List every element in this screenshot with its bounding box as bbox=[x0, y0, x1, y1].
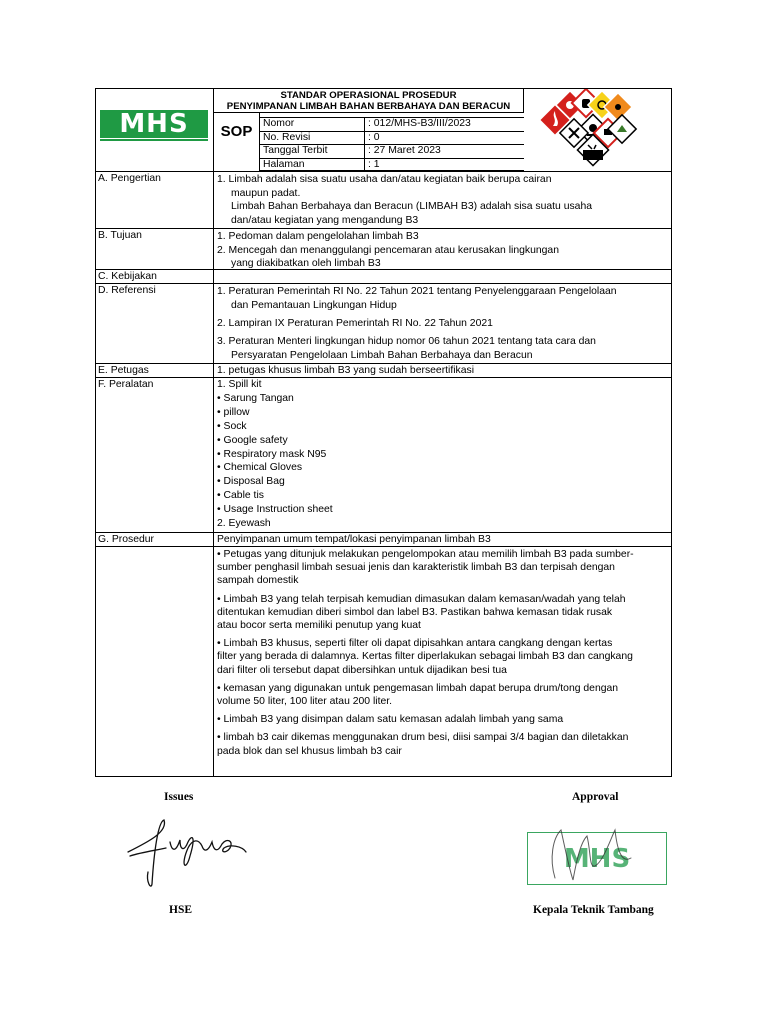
meta-value: : 27 Maret 2023 bbox=[368, 145, 441, 156]
content-line: 1. petugas khusus limbah B3 yang sudah berseertifikasi bbox=[217, 365, 475, 376]
document-meta bbox=[260, 117, 524, 171]
meta-value: : 012/MHS-B3/III/2023 bbox=[368, 118, 471, 129]
section-label: D. Referensi bbox=[98, 285, 156, 296]
title-line-2: PENYIMPANAN LIMBAH BAHAN BERBAHAYA DAN BERACUN bbox=[226, 101, 511, 112]
section-content bbox=[216, 229, 671, 272]
content-line: Persyaratan Pengelolaan Limbah Bahan Berbahaya dan Beracun bbox=[231, 350, 533, 361]
content-line: volume 50 liter, 100 liter atau 200 liter. bbox=[217, 696, 393, 708]
content-line: Limbah Bahan Berbahaya dan Beracun (LIMBAH B3) adalah sisa suatu usaha bbox=[231, 201, 593, 213]
content-line: dari filter oli tersebut dapat dibersihkan untuk dijadikan besi tua bbox=[217, 664, 507, 676]
section-content bbox=[216, 378, 671, 532]
equipment-item: • Cable tis bbox=[217, 490, 264, 502]
meta-key: No. Revisi bbox=[263, 131, 311, 143]
content-line: filter yang berada di dalamnya. Kertas filter diperlakukan sebagai limbah B3 dan cangkang bbox=[217, 651, 633, 663]
content-line: 2. Lampiran IX Peraturan Pemerintah RI No. 22 Tahun 2021 bbox=[217, 318, 493, 329]
meta-value: : 0 bbox=[368, 131, 380, 143]
issuer-signature bbox=[118, 812, 250, 892]
section-pengertian bbox=[96, 172, 671, 229]
section-kebijakan bbox=[96, 270, 671, 284]
content-line: • limbah b3 cair dikemas menggunakan drum besi, diisi sampai 3/4 bagian dan diletakkan bbox=[217, 732, 629, 744]
section-label: B. Tujuan bbox=[98, 230, 142, 241]
procedure-step bbox=[217, 593, 669, 633]
procedure-step bbox=[217, 731, 669, 757]
content-line: • Limbah B3 khusus, seperti filter oli dapat dipisahkan antara cangkang dengan kertas bbox=[217, 638, 613, 650]
section-label: F. Peralatan bbox=[98, 379, 154, 390]
content-line: • Petugas yang ditunjuk melakukan pengelompokan atau memilih limbah B3 pada sumber- bbox=[217, 549, 634, 560]
sop-header bbox=[95, 88, 672, 172]
content-line: dan Pemantauan Lingkungan Hidup bbox=[231, 300, 397, 311]
equipment-item: • Chemical Gloves bbox=[217, 462, 303, 474]
content-line: sampah domestik bbox=[217, 575, 299, 587]
section-label: A. Pengertian bbox=[98, 173, 161, 184]
meta-key: Nomor bbox=[263, 118, 295, 129]
meta-key: Tanggal Terbit bbox=[263, 145, 328, 156]
content-line: dan/atau kegiatan yang mengandung B3 bbox=[231, 214, 419, 226]
procedure-steps bbox=[216, 547, 671, 759]
section-prosedur bbox=[96, 547, 671, 776]
content-line: atau bocor serta memiliki penutup yang kuat bbox=[217, 620, 421, 632]
section-content bbox=[216, 533, 671, 548]
section-content bbox=[216, 364, 671, 379]
section-referensi bbox=[96, 284, 671, 364]
meta-key: Halaman bbox=[263, 158, 305, 170]
section-petugas bbox=[96, 364, 671, 378]
content-line: • Limbah B3 yang disimpan dalam satu kemasan adalah limbah yang sama bbox=[217, 714, 564, 726]
meta-row-halaman bbox=[260, 158, 524, 172]
content-line: 2. Mencegah dan menanggulangi pencemaran atau kerusakan lingkungan bbox=[217, 244, 559, 256]
logo-text: MHS bbox=[119, 109, 189, 139]
approver-signature bbox=[535, 818, 645, 890]
procedure-step bbox=[217, 713, 669, 726]
sop-label-cell bbox=[214, 113, 260, 171]
procedure-step bbox=[217, 548, 669, 588]
procedure-step bbox=[217, 637, 669, 677]
logo-cell bbox=[96, 89, 214, 171]
stamp-text: MHS bbox=[563, 844, 631, 874]
content-line: 3. Peraturan Menteri lingkungan hidup nomor 06 tahun 2021 tentang tata cara dan bbox=[217, 336, 596, 347]
section-label: C. Kebijakan bbox=[98, 271, 157, 282]
content-line: yang diakibatkan oleh limbah B3 bbox=[231, 258, 381, 270]
equipment-item: 2. Eyewash bbox=[217, 518, 271, 530]
content-line: 1. Peraturan Pemerintah RI No. 22 Tahun 2021 tentang Penyelenggaraan Pengelolaan bbox=[217, 286, 617, 297]
content-line: 1. Limbah adalah sisa suatu usaha dan/atau kegiatan baik berupa cairan bbox=[217, 174, 552, 185]
equipment-item: • Sarung Tangan bbox=[217, 392, 294, 404]
content-line: 1. Pedoman dalam pengelolahan limbah B3 bbox=[217, 231, 419, 242]
content-line: maupun padat. bbox=[231, 187, 301, 199]
meta-row-nomor bbox=[260, 117, 524, 131]
content-line: ditentukan kemudian diberi simbol dan label B3. Pastikan bahwa kemasan tidak rusak bbox=[217, 606, 613, 618]
sop-body-table bbox=[95, 172, 672, 777]
hazard-symbols bbox=[524, 89, 673, 171]
equipment-item: • pillow bbox=[217, 406, 250, 418]
issues-label: Issues bbox=[164, 791, 194, 803]
issuer-role: HSE bbox=[169, 904, 193, 916]
equipment-item: • Sock bbox=[217, 420, 247, 432]
section-label: E. Petugas bbox=[98, 365, 149, 376]
meta-value: : 1 bbox=[368, 158, 380, 170]
equipment-item: • Disposal Bag bbox=[217, 476, 285, 488]
equipment-item: 1. Spill kit bbox=[217, 379, 262, 390]
equipment-item: • Respiratory mask N95 bbox=[217, 448, 327, 460]
equipment-item: • Usage Instruction sheet bbox=[217, 504, 333, 516]
procedure-heading: Penyimpanan umum tempat/lokasi penyimpanan limbah B3 bbox=[217, 534, 491, 545]
meta-row-tanggal bbox=[260, 144, 524, 158]
mhs-logo bbox=[100, 110, 208, 138]
section-content bbox=[216, 284, 671, 364]
approver-role: Kepala Teknik Tambang bbox=[533, 904, 654, 916]
section-content bbox=[216, 172, 671, 228]
section-tujuan bbox=[96, 229, 671, 270]
equipment-item: • Google safety bbox=[217, 434, 288, 446]
content-line: • Limbah B3 yang telah terpisah kemudian dimasukan dalam kemasan/wadah yang telah bbox=[217, 593, 626, 605]
sop-label: SOP bbox=[220, 123, 253, 140]
approval-label: Approval bbox=[572, 791, 619, 803]
procedure-step bbox=[217, 682, 669, 708]
section-label: G. Prosedur bbox=[98, 534, 155, 545]
meta-row-revisi bbox=[260, 131, 524, 145]
content-line: sumber penghasil limbah sesuai jenis dan karakteristik limbah B3 dan terpisah dengan bbox=[217, 562, 615, 574]
document-title bbox=[214, 89, 524, 113]
content-line: pada blok dan sel khusus limbah b3 cair bbox=[217, 745, 402, 757]
hazard-symbols-graphic bbox=[524, 89, 673, 171]
section-prosedur-heading bbox=[96, 533, 671, 547]
title-line-1: STANDAR OPERASIONAL PROSEDUR bbox=[280, 90, 457, 101]
section-peralatan bbox=[96, 378, 671, 533]
content-line: • kemasan yang digunakan untuk pengemasan limbah dapat berupa drum/tong dengan bbox=[217, 682, 619, 694]
